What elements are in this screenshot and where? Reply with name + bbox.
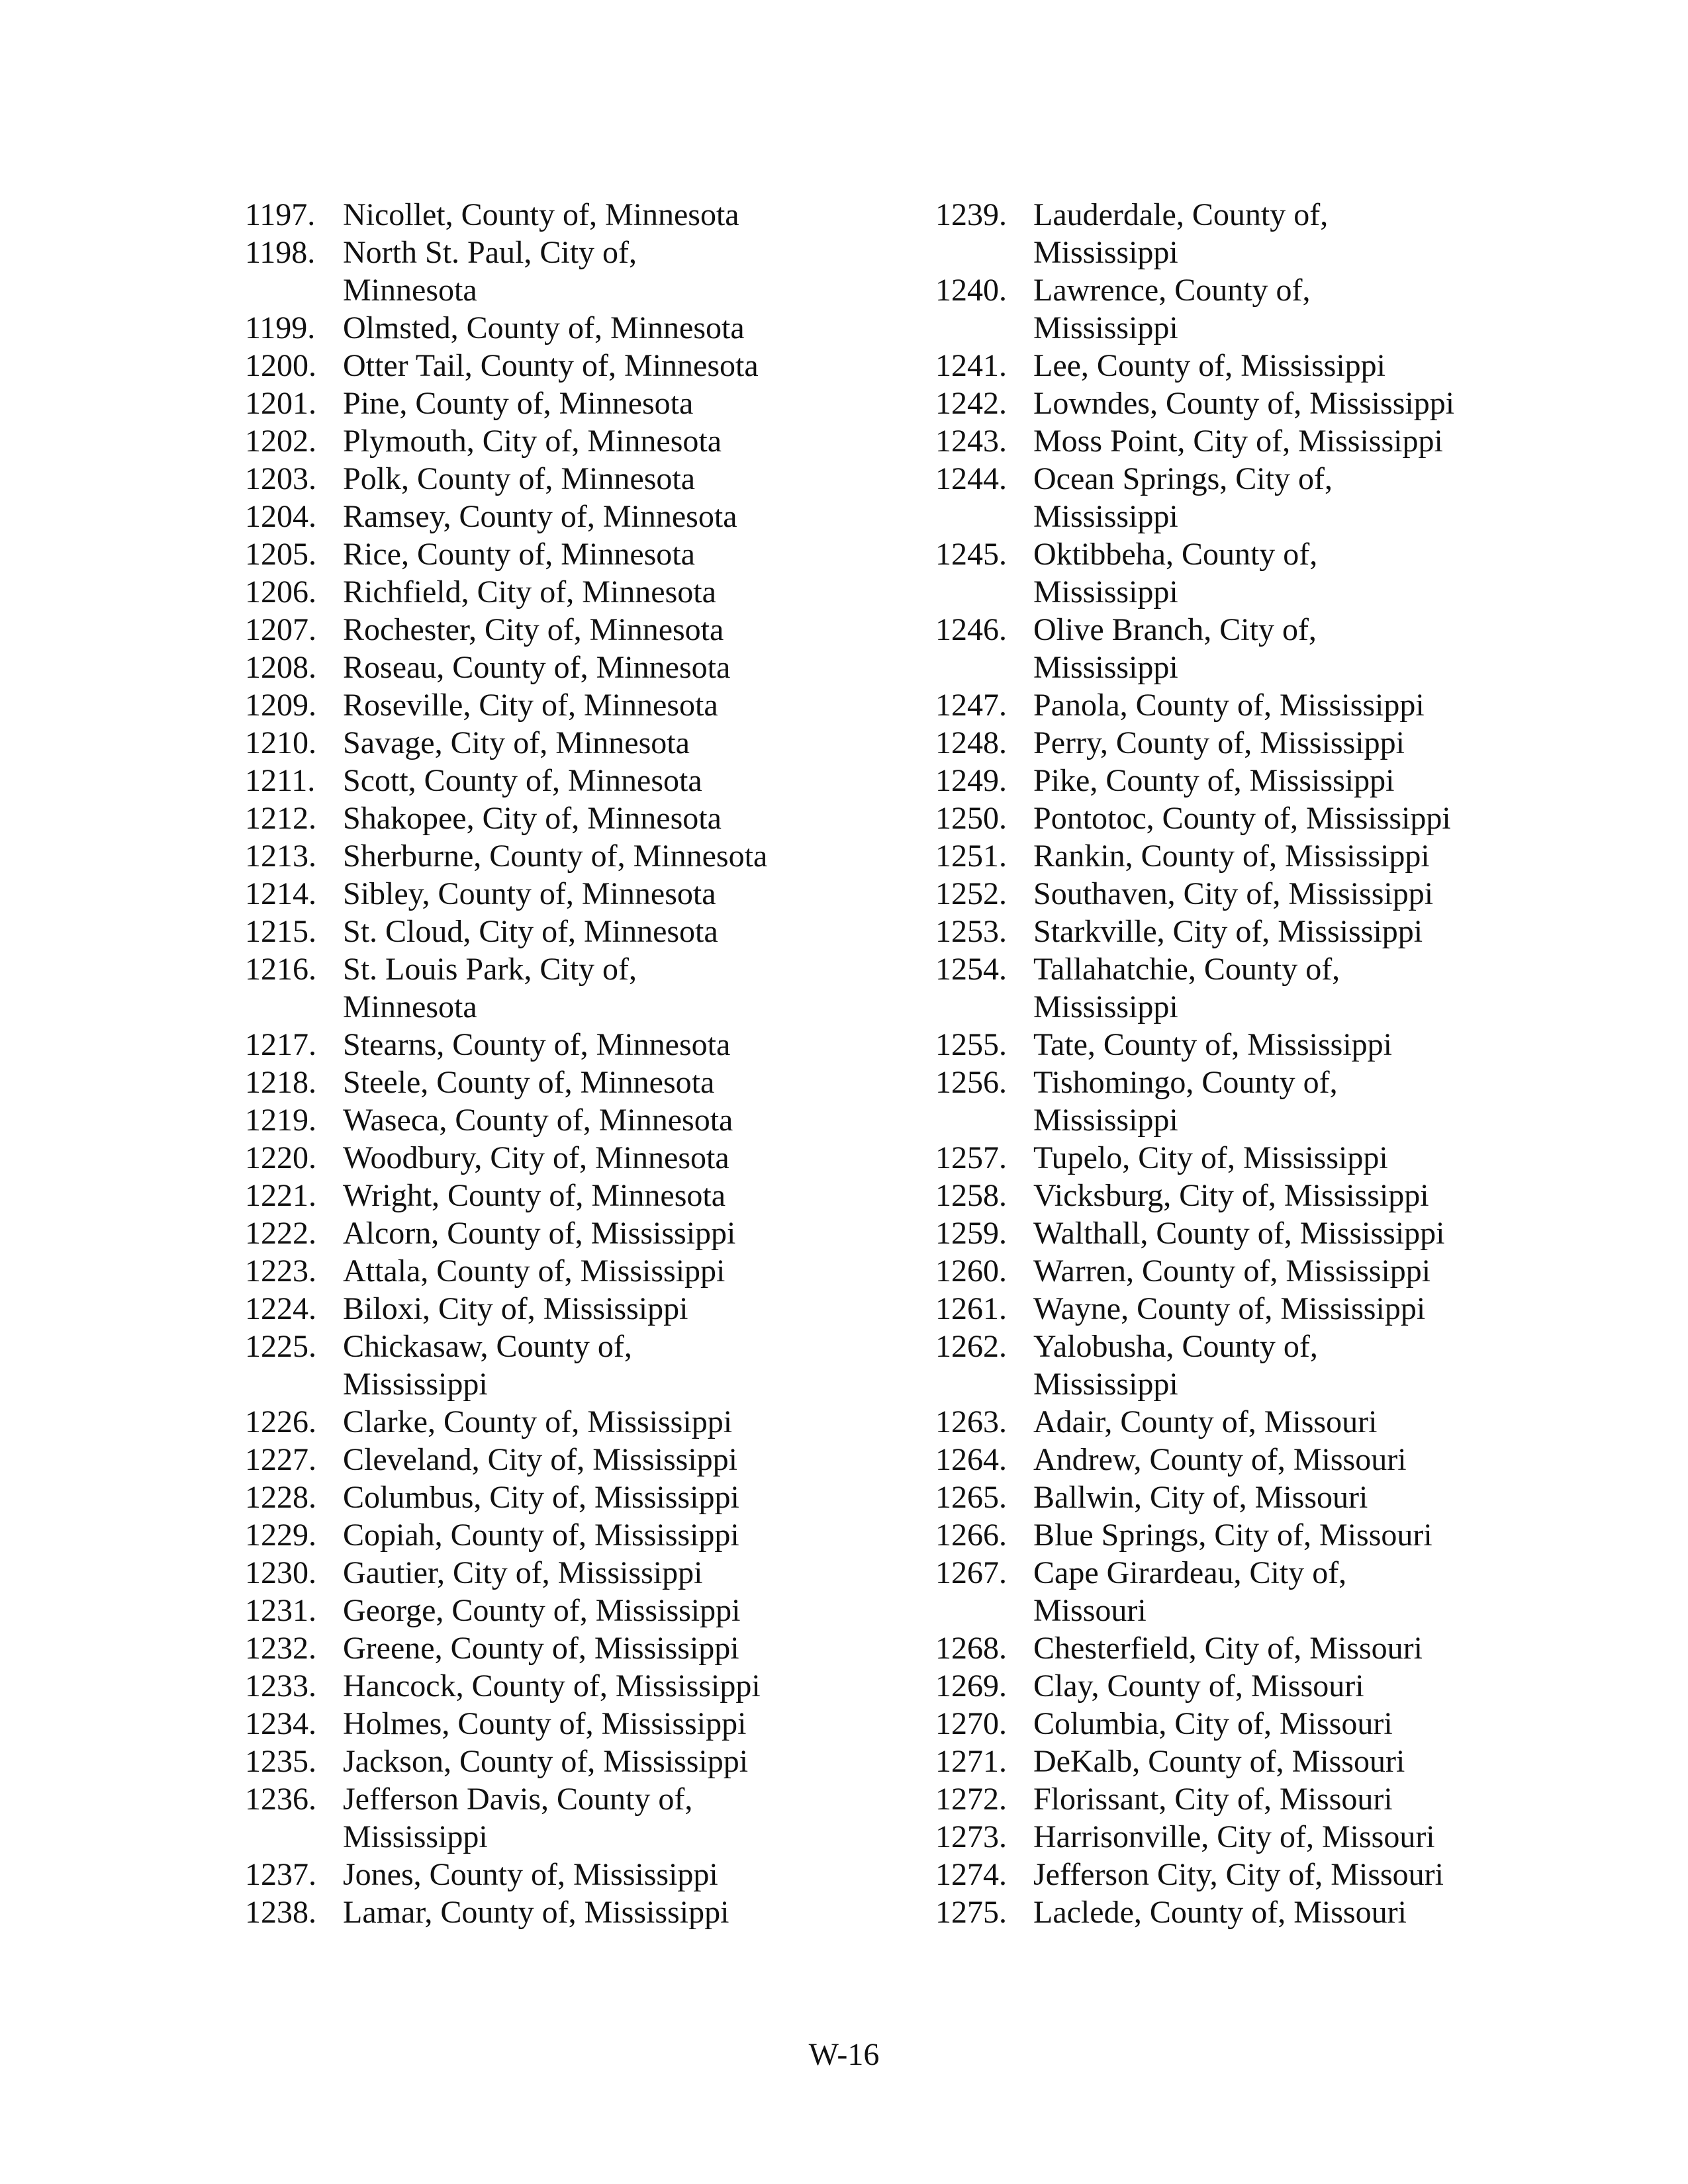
item-number: 1202. <box>245 424 316 459</box>
item-text-line: Tate, County of, Mississippi <box>1033 1027 1392 1062</box>
item-number: 1263. <box>935 1404 1007 1439</box>
list-item <box>935 913 1664 950</box>
item-number: 1264. <box>935 1442 1007 1477</box>
item-number: 1250. <box>935 801 1007 836</box>
list-item <box>935 1667 1664 1705</box>
item-number: 1205. <box>245 537 316 572</box>
item-text-line: Chickasaw, County of, <box>343 1329 632 1364</box>
list-item <box>935 950 1664 1026</box>
list-item <box>245 1592 907 1629</box>
list-item <box>245 1252 907 1290</box>
list-item <box>245 1667 907 1705</box>
item-number: 1246. <box>935 612 1007 647</box>
item-text-line: Savage, City of, Minnesota <box>343 725 690 760</box>
item-text-line: Cleveland, City of, Mississippi <box>343 1442 738 1477</box>
item-text-line: Steele, County of, Minnesota <box>343 1065 715 1100</box>
item-number: 1257. <box>935 1140 1007 1175</box>
item-number: 1254. <box>935 952 1007 987</box>
item-text-line: Columbus, City of, Mississippi <box>343 1480 739 1515</box>
list-item <box>935 875 1664 913</box>
list-item <box>935 1139 1664 1177</box>
item-number: 1259. <box>935 1216 1007 1251</box>
list-item <box>245 1328 907 1403</box>
item-number: 1237. <box>245 1857 316 1892</box>
list-item <box>245 1856 907 1893</box>
item-text-line: Lauderdale, County of, <box>1033 197 1329 232</box>
list-item <box>245 573 907 611</box>
item-text-line: Southaven, City of, Mississippi <box>1033 876 1434 911</box>
item-number: 1255. <box>935 1027 1007 1062</box>
item-number: 1215. <box>245 914 316 949</box>
list-item <box>245 875 907 913</box>
item-text-line: Mississippi <box>343 1819 488 1854</box>
item-number: 1216. <box>245 952 316 987</box>
list-item <box>935 611 1664 686</box>
item-text-line: Tishomingo, County of, <box>1033 1065 1338 1100</box>
list-item <box>935 1856 1664 1893</box>
list-item <box>935 460 1664 535</box>
item-number: 1256. <box>935 1065 1007 1100</box>
item-number: 1235. <box>245 1744 316 1779</box>
list-item <box>245 1139 907 1177</box>
list-item <box>245 1177 907 1214</box>
list-item <box>935 1893 1664 1931</box>
item-number: 1219. <box>245 1103 316 1138</box>
item-number: 1240. <box>935 273 1007 308</box>
item-number: 1266. <box>935 1518 1007 1553</box>
list-item <box>935 1252 1664 1290</box>
list-item <box>245 649 907 686</box>
item-text-line: Jefferson Davis, County of, <box>343 1782 693 1817</box>
item-text-line: Lamar, County of, Mississippi <box>343 1895 729 1930</box>
item-text-line: Hancock, County of, Mississippi <box>343 1668 761 1704</box>
item-text-line: Wright, County of, Minnesota <box>343 1178 726 1213</box>
list-item <box>245 309 907 347</box>
item-text-line: Pine, County of, Minnesota <box>343 386 694 421</box>
item-text-line: Scott, County of, Minnesota <box>343 763 702 798</box>
list-item <box>245 1403 907 1441</box>
item-number: 1218. <box>245 1065 316 1100</box>
item-text-line: Roseau, County of, Minnesota <box>343 650 731 685</box>
item-text-line: Attala, County of, Mississippi <box>343 1253 726 1289</box>
item-text-line: Tupelo, City of, Mississippi <box>1033 1140 1388 1175</box>
item-number: 1226. <box>245 1404 316 1439</box>
item-text-line: Moss Point, City of, Mississippi <box>1033 424 1443 459</box>
item-text-line: Tallahatchie, County of, <box>1033 952 1340 987</box>
item-text-line: Ballwin, City of, Missouri <box>1033 1480 1368 1515</box>
list-item <box>245 724 907 762</box>
item-text-line: Richfield, City of, Minnesota <box>343 574 716 610</box>
item-number: 1208. <box>245 650 316 685</box>
item-text-line: Lee, County of, Mississippi <box>1033 348 1386 383</box>
item-number: 1238. <box>245 1895 316 1930</box>
list-item <box>935 271 1664 347</box>
item-text-line: Chesterfield, City of, Missouri <box>1033 1631 1423 1666</box>
item-text-line: Mississippi <box>1033 574 1178 610</box>
list-item <box>245 1290 907 1328</box>
item-text-line: Minnesota <box>343 273 477 308</box>
item-text-line: Oktibbeha, County of, <box>1033 537 1318 572</box>
item-text-line: Copiah, County of, Mississippi <box>343 1518 739 1553</box>
item-number: 1231. <box>245 1593 316 1628</box>
item-text-line: Ocean Springs, City of, <box>1033 461 1333 496</box>
item-text-line: Woodbury, City of, Minnesota <box>343 1140 729 1175</box>
item-text-line: Holmes, County of, Mississippi <box>343 1706 747 1741</box>
item-number: 1268. <box>935 1631 1007 1666</box>
item-number: 1265. <box>935 1480 1007 1515</box>
list-item <box>935 1026 1664 1064</box>
item-text-line: Minnesota <box>343 989 477 1024</box>
list-item <box>245 196 907 234</box>
item-text-line: Olive Branch, City of, <box>1033 612 1317 647</box>
item-text-line: Plymouth, City of, Minnesota <box>343 424 722 459</box>
item-number: 1272. <box>935 1782 1007 1817</box>
item-number: 1260. <box>935 1253 1007 1289</box>
list-item <box>245 535 907 573</box>
list-item <box>245 1780 907 1856</box>
item-number: 1221. <box>245 1178 316 1213</box>
item-number: 1217. <box>245 1027 316 1062</box>
item-text-line: Shakopee, City of, Minnesota <box>343 801 722 836</box>
item-number: 1241. <box>935 348 1007 383</box>
list-item <box>935 1328 1664 1403</box>
item-text-line: Mississippi <box>343 1367 488 1402</box>
item-text-line: Polk, County of, Minnesota <box>343 461 696 496</box>
list-item <box>245 762 907 799</box>
item-number: 1236. <box>245 1782 316 1817</box>
list-item <box>935 422 1664 460</box>
list-item <box>245 1479 907 1516</box>
list-item <box>245 913 907 950</box>
list-item <box>935 535 1664 611</box>
item-number: 1243. <box>935 424 1007 459</box>
list-item <box>245 1743 907 1780</box>
list-item <box>935 1743 1664 1780</box>
list-item <box>935 837 1664 875</box>
item-text-line: Mississippi <box>1033 989 1178 1024</box>
item-text-line: Lowndes, County of, Mississippi <box>1033 386 1455 421</box>
item-text-line: Cape Girardeau, City of, <box>1033 1555 1347 1590</box>
item-number: 1212. <box>245 801 316 836</box>
item-number: 1222. <box>245 1216 316 1251</box>
list-item <box>245 950 907 1026</box>
item-number: 1199. <box>245 310 316 345</box>
list-item <box>935 762 1664 799</box>
item-number: 1228. <box>245 1480 316 1515</box>
list-item <box>935 1064 1664 1139</box>
item-text-line: Mississippi <box>1033 235 1178 270</box>
item-number: 1210. <box>245 725 316 760</box>
list-item <box>245 611 907 649</box>
item-number: 1227. <box>245 1442 316 1477</box>
item-number: 1197. <box>245 197 316 232</box>
list-item <box>245 1026 907 1064</box>
item-text-line: Roseville, City of, Minnesota <box>343 688 718 723</box>
list-item <box>245 498 907 535</box>
item-text-line: Alcorn, County of, Mississippi <box>343 1216 736 1251</box>
item-text-line: Clay, County of, Missouri <box>1033 1668 1364 1704</box>
item-text-line: Walthall, County of, Mississippi <box>1033 1216 1445 1251</box>
list-item <box>935 799 1664 837</box>
item-number: 1198. <box>245 235 316 270</box>
item-text-line: Mississippi <box>1033 1103 1178 1138</box>
item-text-line: George, County of, Mississippi <box>343 1593 741 1628</box>
item-number: 1224. <box>245 1291 316 1326</box>
item-text-line: Jones, County of, Mississippi <box>343 1857 718 1892</box>
item-number: 1203. <box>245 461 316 496</box>
left-column-list <box>245 196 907 1931</box>
item-text-line: Mississippi <box>1033 499 1178 534</box>
item-text-line: Jefferson City, City of, Missouri <box>1033 1857 1444 1892</box>
list-item <box>245 1101 907 1139</box>
item-number: 1249. <box>935 763 1007 798</box>
item-text-line: Rankin, County of, Mississippi <box>1033 839 1430 874</box>
item-text-line: Rochester, City of, Minnesota <box>343 612 724 647</box>
item-number: 1275. <box>935 1895 1007 1930</box>
item-number: 1253. <box>935 914 1007 949</box>
item-number: 1234. <box>245 1706 316 1741</box>
item-text-line: Ramsey, County of, Minnesota <box>343 499 737 534</box>
item-number: 1261. <box>935 1291 1007 1326</box>
list-item <box>935 1705 1664 1743</box>
item-text-line: Laclede, County of, Missouri <box>1033 1895 1407 1930</box>
item-number: 1223. <box>245 1253 316 1289</box>
item-text-line: Sherburne, County of, Minnesota <box>343 839 768 874</box>
item-text-line: Adair, County of, Missouri <box>1033 1404 1378 1439</box>
list-item <box>245 347 907 385</box>
item-text-line: Otter Tail, County of, Minnesota <box>343 348 759 383</box>
item-text-line: Waseca, County of, Minnesota <box>343 1103 733 1138</box>
item-text-line: Vicksburg, City of, Mississippi <box>1033 1178 1429 1213</box>
item-text-line: Blue Springs, City of, Missouri <box>1033 1518 1432 1553</box>
item-text-line: St. Louis Park, City of, <box>343 952 637 987</box>
item-number: 1233. <box>245 1668 316 1704</box>
item-text-line: Pontotoc, County of, Mississippi <box>1033 801 1451 836</box>
list-item <box>245 837 907 875</box>
item-number: 1271. <box>935 1744 1007 1779</box>
item-text-line: Gautier, City of, Mississippi <box>343 1555 703 1590</box>
item-number: 1252. <box>935 876 1007 911</box>
list-item <box>935 1818 1664 1856</box>
item-text-line: Nicollet, County of, Minnesota <box>343 197 739 232</box>
list-item <box>935 1554 1664 1629</box>
item-number: 1248. <box>935 725 1007 760</box>
list-item <box>935 1441 1664 1479</box>
item-text-line: Pike, County of, Mississippi <box>1033 763 1395 798</box>
list-item <box>935 1479 1664 1516</box>
item-text-line: Greene, County of, Mississippi <box>343 1631 739 1666</box>
item-number: 1207. <box>245 612 316 647</box>
item-number: 1262. <box>935 1329 1007 1364</box>
list-item <box>935 1516 1664 1554</box>
item-text-line: Columbia, City of, Missouri <box>1033 1706 1393 1741</box>
item-text-line: DeKalb, County of, Missouri <box>1033 1744 1405 1779</box>
item-number: 1251. <box>935 839 1007 874</box>
item-text-line: Sibley, County of, Minnesota <box>343 876 716 911</box>
item-text-line: St. Cloud, City of, Minnesota <box>343 914 718 949</box>
list-item <box>935 385 1664 422</box>
list-item <box>935 1403 1664 1441</box>
item-text-line: Yalobusha, County of, <box>1033 1329 1318 1364</box>
item-number: 1267. <box>935 1555 1007 1590</box>
item-number: 1209. <box>245 688 316 723</box>
item-text-line: Stearns, County of, Minnesota <box>343 1027 731 1062</box>
item-number: 1206. <box>245 574 316 610</box>
item-text-line: Mississippi <box>1033 650 1178 685</box>
item-text-line: Olmsted, County of, Minnesota <box>343 310 745 345</box>
item-text-line: Biloxi, City of, Mississippi <box>343 1291 688 1326</box>
page-number: W-16 <box>808 2037 880 2072</box>
item-number: 1245. <box>935 537 1007 572</box>
list-item <box>245 1214 907 1252</box>
item-number: 1269. <box>935 1668 1007 1704</box>
list-item <box>935 1177 1664 1214</box>
item-number: 1225. <box>245 1329 316 1364</box>
item-number: 1204. <box>245 499 316 534</box>
list-item <box>935 724 1664 762</box>
list-item <box>245 1516 907 1554</box>
item-number: 1213. <box>245 839 316 874</box>
item-text-line: Andrew, County of, Missouri <box>1033 1442 1407 1477</box>
list-item <box>245 1629 907 1667</box>
item-number: 1242. <box>935 386 1007 421</box>
item-number: 1211. <box>245 763 316 798</box>
list-item <box>245 1441 907 1479</box>
item-number: 1258. <box>935 1178 1007 1213</box>
list-item <box>245 460 907 498</box>
item-text-line: Jackson, County of, Mississippi <box>343 1744 749 1779</box>
list-item <box>245 1554 907 1592</box>
item-number: 1229. <box>245 1518 316 1553</box>
item-text-line: Perry, County of, Mississippi <box>1033 725 1405 760</box>
item-number: 1232. <box>245 1631 316 1666</box>
list-item <box>245 1705 907 1743</box>
item-number: 1273. <box>935 1819 1007 1854</box>
item-number: 1214. <box>245 876 316 911</box>
item-text-line: Mississippi <box>1033 1367 1178 1402</box>
item-number: 1244. <box>935 461 1007 496</box>
list-item <box>935 686 1664 724</box>
list-item <box>935 1290 1664 1328</box>
item-text-line: Harrisonville, City of, Missouri <box>1033 1819 1435 1854</box>
item-number: 1230. <box>245 1555 316 1590</box>
list-item <box>935 1780 1664 1818</box>
list-item <box>935 1214 1664 1252</box>
item-number: 1270. <box>935 1706 1007 1741</box>
item-text-line: Lawrence, County of, <box>1033 273 1311 308</box>
item-text-line: Starkville, City of, Mississippi <box>1033 914 1423 949</box>
item-text-line: Rice, County of, Minnesota <box>343 537 695 572</box>
item-text-line: Warren, County of, Mississippi <box>1033 1253 1431 1289</box>
list-item <box>935 1629 1664 1667</box>
list-item <box>245 1893 907 1931</box>
item-text-line: Clarke, County of, Mississippi <box>343 1404 733 1439</box>
item-text-line: Florissant, City of, Missouri <box>1033 1782 1393 1817</box>
list-item <box>935 347 1664 385</box>
list-item <box>245 422 907 460</box>
list-item <box>935 196 1664 271</box>
item-text-line: Missouri <box>1033 1593 1147 1628</box>
list-item <box>245 1064 907 1101</box>
item-text-line: North St. Paul, City of, <box>343 235 637 270</box>
item-number: 1220. <box>245 1140 316 1175</box>
item-text-line: Panola, County of, Mississippi <box>1033 688 1425 723</box>
right-column-list <box>935 196 1664 1931</box>
item-number: 1201. <box>245 386 316 421</box>
item-number: 1247. <box>935 688 1007 723</box>
list-item <box>245 686 907 724</box>
item-text-line: Mississippi <box>1033 310 1178 345</box>
item-text-line: Wayne, County of, Mississippi <box>1033 1291 1426 1326</box>
list-item <box>245 234 907 309</box>
item-number: 1274. <box>935 1857 1007 1892</box>
item-number: 1239. <box>935 197 1007 232</box>
list-item <box>245 385 907 422</box>
list-item <box>245 799 907 837</box>
item-number: 1200. <box>245 348 316 383</box>
